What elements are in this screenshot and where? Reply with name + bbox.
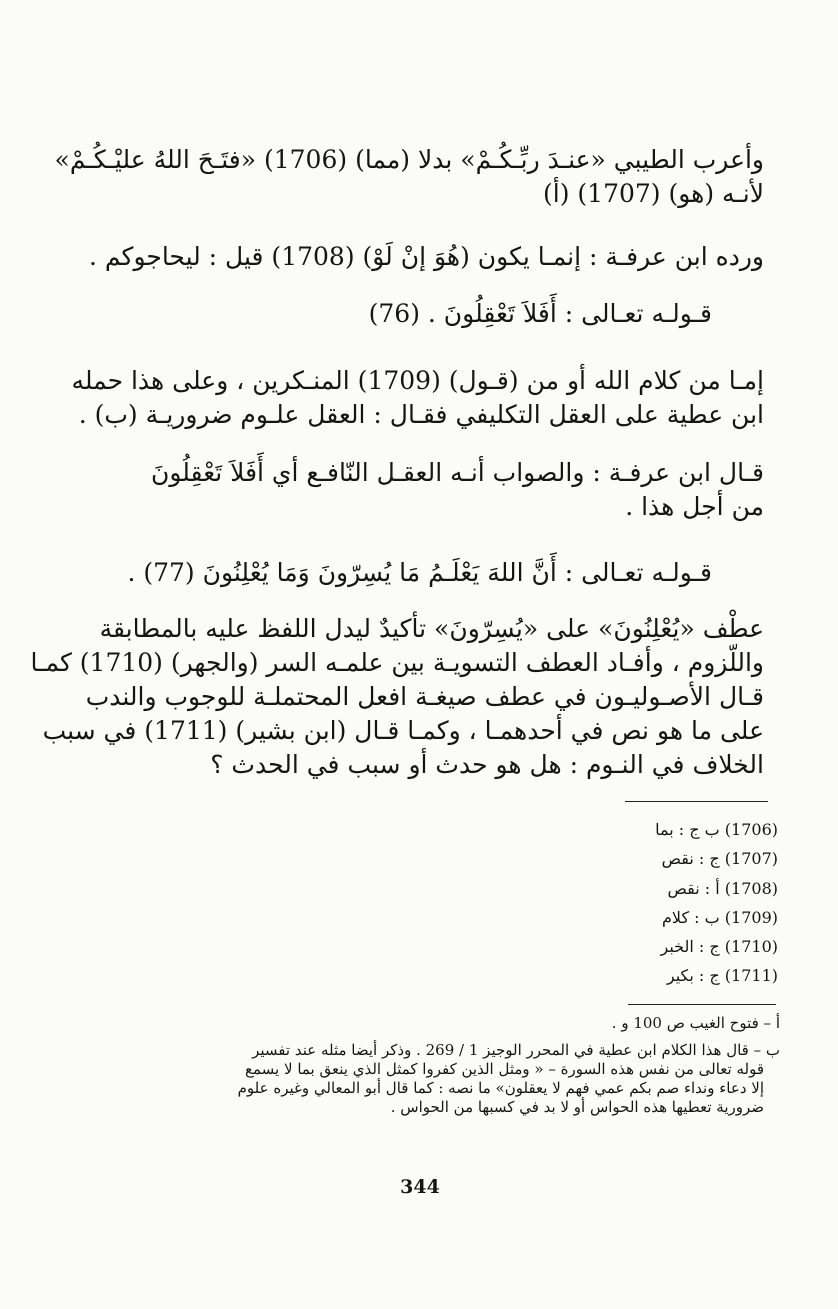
paragraph-7 [30, 612, 764, 782]
page-number: 344 [400, 1176, 440, 1198]
text-line: قـال ابن عرفـة : والصواب أنـه العقـل النّافـع أي أَفَلاَ تَعْقِلُونَ [151, 458, 764, 487]
footnote-item: (1711) ج : بكير [666, 966, 778, 986]
footnote-item: (1708) أ : نقص [667, 878, 778, 898]
text-line: على ما هو نص في أحدهمـا ، وكمـا قـال (ابن بشير) (1711) في سبب [42, 716, 764, 745]
text-line: عطْف «يُعْلِنُونَ» على «يُسِرّونَ» تأكيدٌ ليدل اللفظ عليه بالمطابقة [99, 614, 764, 643]
text-line: قـولـه تعـالى : أَنَّ اللهَ يَعْلَـمُ مَا يُسِرّونَ وَمَا يُعْلِنُونَ (77) . [127, 558, 712, 587]
verse-heading-77 [82, 556, 712, 590]
text-line: قـال الأصـوليـون في عطف صيغـة افعل المحتملـة للوجوب والندب [85, 682, 764, 711]
note-line: ب – قال هذا الكلام ابن عطية في المحرر الوجيز 1 / 269 . وذكر أيضا مثله عند تفسير [252, 1041, 780, 1059]
source-notes-divider [628, 1004, 776, 1005]
text-line: ابن عطية على العقل التكليفي فقـال : العقل علـوم ضروريـة (ب) . [78, 400, 764, 429]
text-line: قـولـه تعـالى : أَفَلاَ تَعْقِلُونَ . (76) [368, 299, 712, 328]
footnote-list [618, 815, 778, 991]
text-line: ورده ابن عرفـة : إنمـا يكون (هُوَ إنْ لَوْ) (1708) قيل : ليحاجوكم . [89, 242, 764, 271]
text-line: الخلاف في النـوم : هل هو حدث أو سبب في الحدث ؟ [210, 750, 764, 779]
paragraph-1 [54, 143, 764, 211]
source-note-a [400, 1014, 780, 1033]
note-line: إلا دعاء ونداء صم بكم عمي فهم لا يعقلون» ما نصه : كما قال أبو المعالي وغيره علوم [237, 1079, 764, 1097]
paragraph-5 [82, 456, 764, 524]
footnote-item: (1707) ج : نقص [661, 849, 778, 869]
note-line: أ – فتوح الغيب ص 100 و . [611, 1014, 780, 1032]
source-note-b [90, 1041, 780, 1117]
text-line: إمـا من كلام الله أو من (قـول) (1709) المنـكرين ، وعلى هذا حمله [71, 366, 764, 395]
text-line: واللّزوم ، وأفـاد العطف التسويـة بين علمـه السر (والجهر) (1710) كمـا [30, 648, 764, 677]
note-line: ضرورية تعطيها هذه الحواس أو لا بد في كسبها من الحواس . [390, 1098, 764, 1116]
footnote-divider [625, 801, 768, 802]
text-line: وأعرب الطيبي «عنـدَ ربِّـكُـمْ» بدلا (مما) (1706) «فتَـحَ اللهُ عليْـكُـمْ» [54, 145, 764, 174]
footnote-item: (1709) ب : كلام [662, 907, 778, 927]
footnote-item: (1706) ب ج : بما [655, 820, 778, 839]
text-line: من أجل هذا . [625, 492, 764, 521]
paragraph-4 [71, 364, 764, 432]
note-line: قوله تعالى من نفس هذه السورة – « ومثل الذين كفروا كمثل الذي ينعق بما لا يسمع [245, 1060, 764, 1078]
verse-heading-76 [300, 297, 712, 331]
footnote-item: (1710) ج : الخبر [660, 937, 778, 957]
text-line: لأنـه (هو) (1707) (أ) [543, 179, 764, 208]
paragraph-2 [82, 240, 764, 274]
